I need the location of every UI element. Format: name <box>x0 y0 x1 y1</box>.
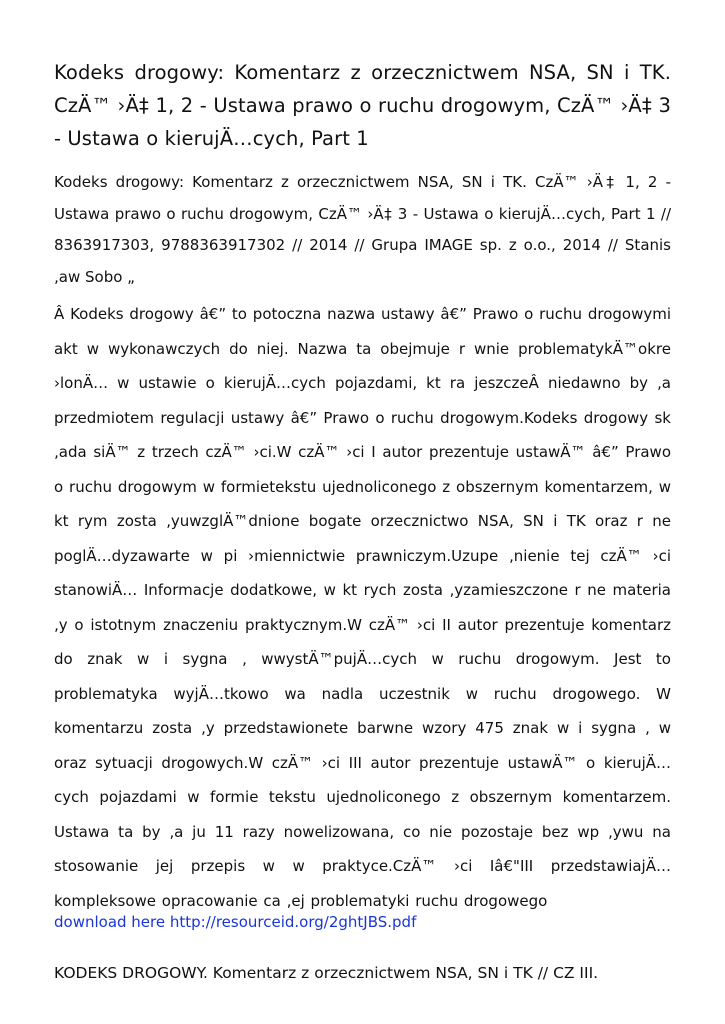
book-description: Â Kodeks drogowy â€” to potoczna nazwa ustawy â€” Prawo o ruchu drogowymi akt w wykonawczych do niej. Nazwa ta obejmuje r wnie problematykÄ™okre ›lonÄ… w ustawie o kierujÄ…cych pojazdami, kt ra jeszczeÂ niedawno by ‚a przedmiotem regulacji ustawy â€” Prawo o ruchu drogowym.Kodeks drogowy sk ‚ada siÄ™ z trzech czÄ™ ›ci.W czÄ™ ›ci I autor prezentuje ustawÄ™ â€” Prawo o ruchu drogowym w formietekstu ujednoliconego z obszernym komentarzem, w kt rym zosta ‚yuwzglÄ™dnione bogate orzecznictwo NSA, SN i TK oraz r ne poglÄ…dyzawarte w pi ›miennictwie prawniczym.Uzupe ‚nienie tej czÄ™ ›ci stanowiÄ… Informacje dodatkowe, w kt rych zosta ‚yzamieszczone r ne materia ‚y o istotnym znaczeniu praktycznym.W czÄ™ ›ci II autor prezentuje komentarz do znak w i sygna ‚ wwystÄ™pujÄ…cych w ruchu drogowym. Jest to problematyka wyjÄ…tkowo wa nadla uczestnik w ruchu drogowego. W komentarzu zosta ‚y przedstawionete barwne wzory 475 znak w i sygna ‚ w oraz sytuacji drogowych.W czÄ™ ›ci III autor prezentuje ustawÄ™ o kierujÄ…cych pojazdami w formie tekstu ujednoliconego z obszernym komentarzem. Ustawa ta by ‚a ju 11 razy nowelizowana, co nie pozostaje bez wp ‚ywu na stosowanie jej przepis w w praktyce.CzÄ™ ›ci Iâ€"III przedstawiajÄ… kompleksowe opracowanie ca ‚ej problematyki ruchu drogowego <box>54 305 671 910</box>
download-label: download here <box>54 913 166 931</box>
download-line <box>54 910 671 934</box>
bibliographic-info: Kodeks drogowy: Komentarz z orzecznictwem NSA, SN i TK. CzÄ™ ›Ä‡ 1, 2 - Ustawa prawo o ruchu drogowym, CzÄ™ ›Ä‡ 3 - Ustawa o kierujÄ…cych, Part 1 // 8363917303, 9788363917302 // 2014 // Grupa IMAGE sp. z o.o., 2014 // Stanis ‚aw Sobo „ <box>54 173 671 286</box>
download-url: http://resourceid.org/2ghtJBS.pdf <box>169 913 417 931</box>
document-title: Kodeks drogowy: Komentarz z orzecznictwem NSA, SN i TK. CzÄ™ ›Ä‡ 1, 2 - Ustawa prawo o ruchu drogowym, CzÄ™ ›Ä‡ 3 - Ustawa o kierujÄ…cych, Part 1 <box>54 61 671 150</box>
download-link[interactable] <box>54 913 416 931</box>
next-section-title: KODEKS DROGOWY. Komentarz z orzecznictwem NSA, SN i TK // CZ III. <box>54 964 599 982</box>
